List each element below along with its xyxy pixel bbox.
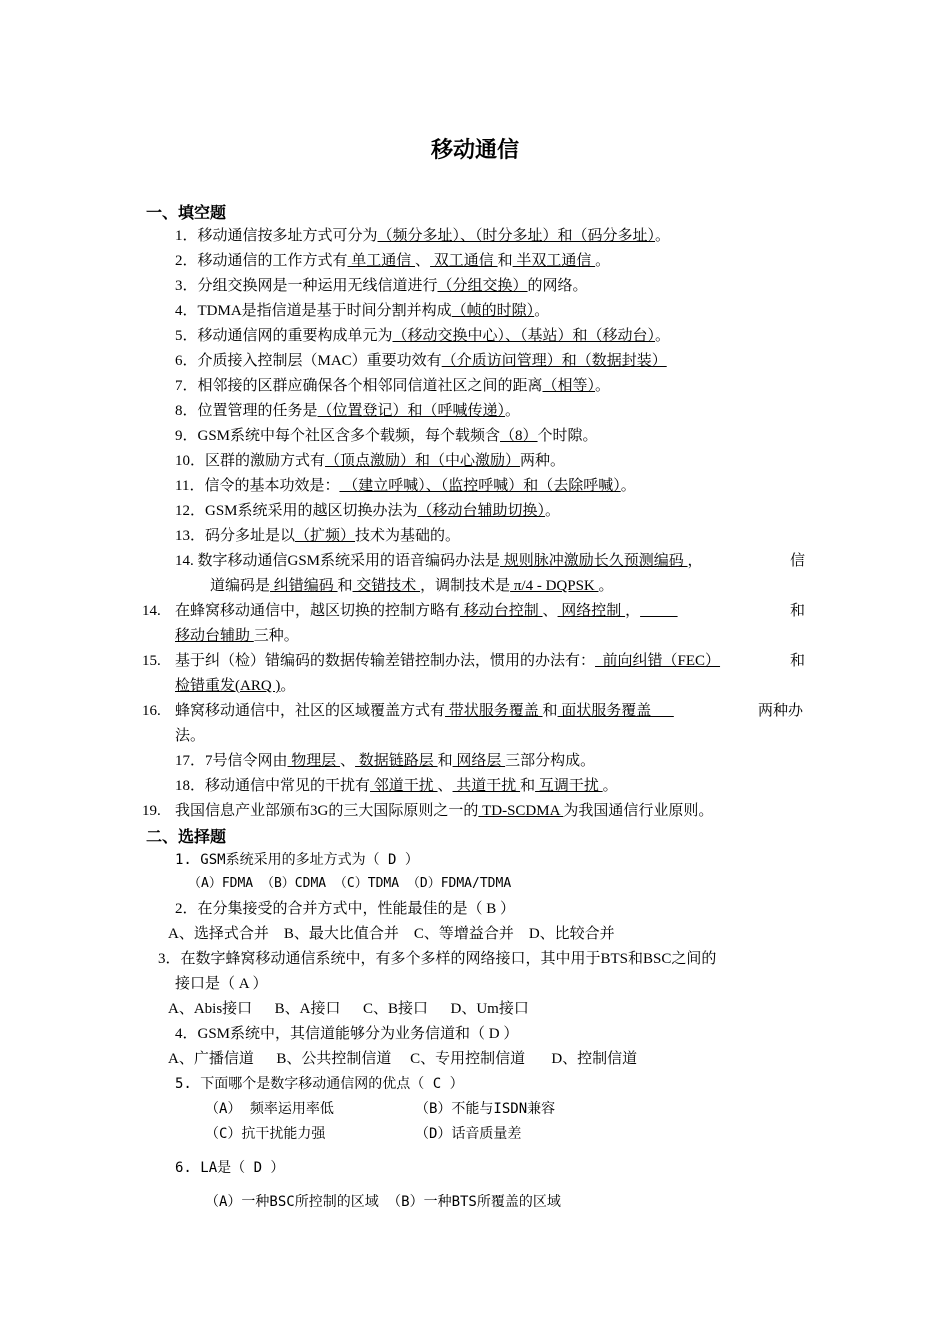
q12-text: 12．GSM系统采用的越区切换办法为 — [175, 503, 418, 519]
q15-answer-2: 检错重发(ARQ ) — [175, 678, 281, 694]
q4-answer: （帧的时隙） — [451, 303, 535, 319]
q2-text: 2．移动通信的工作方式有 — [175, 253, 348, 269]
fill-q16-wrap: 两种办 — [758, 703, 804, 719]
fill-q11 — [175, 476, 636, 496]
fill-q15-line2 — [175, 676, 295, 696]
q14b-comma: ， — [625, 603, 641, 619]
fill-q9 — [175, 426, 598, 446]
q18-text: 18．移动通信中常见的干扰有 — [175, 778, 371, 794]
q14b-blank — [640, 603, 678, 619]
q18-end: 。 — [602, 778, 618, 794]
section-fill-title: 一、填空题 — [146, 203, 227, 222]
q1-end: 。 — [655, 228, 671, 244]
choice-q2: 2．在分集接受的合并方式中，性能最佳的是（ B ） — [175, 901, 516, 917]
q1-answer: （频分多址）、（时分多址）和（码分多址） — [377, 228, 656, 244]
q6-answer: （介质访问管理）和（数据封装） — [441, 353, 667, 369]
choice-q3-line1: 3．在数字蜂窝移动通信系统中，有多个多样的网络接口，其中用于BTS和BSC之间的 — [158, 951, 717, 967]
choice-q4: 4．GSM系统中，其信道能够分为业务信道和（ D ） — [175, 1026, 519, 1042]
choice-q6: 6. LA是（ D ） — [175, 1160, 285, 1176]
q14a-and: 和 — [337, 578, 353, 594]
fill-q5 — [175, 326, 670, 346]
q14a-text: 14. 数字移动通信GSM系统采用的语音编码办法是 — [175, 553, 501, 569]
q17-answer-2: 数据链路层 — [355, 753, 438, 769]
q10-answer: （顶点激励）和（中心激励） — [325, 453, 521, 469]
choice-q5-option-c: （C）抗干扰能力强 — [205, 1126, 326, 1142]
q17-end: 三部分构成。 — [505, 753, 596, 769]
choice-q1: 1. GSM系统采用的多址方式为（ D ） — [175, 852, 419, 868]
q2-answer-2: 双工通信 — [430, 253, 498, 269]
section-choice-title: 二、选择题 — [146, 827, 227, 846]
q2-sep: 、 — [415, 253, 431, 269]
q11-text: 11．信令的基本功效是： — [175, 478, 340, 494]
fill-q2 — [175, 251, 610, 271]
choice-q5-option-a: （A） 频率运用率低 — [205, 1101, 334, 1117]
q13-end: 技术为基础的。 — [355, 528, 461, 544]
q13-answer: （扩频） — [295, 528, 356, 544]
q14b-answer-2: 网络控制 — [557, 603, 626, 619]
q4-text: 4．TDMA是指信道是基于时间分割并构成 — [175, 303, 452, 319]
q19-end: 为我国通信行业原则。 — [563, 803, 714, 819]
q2-answer-1: 单工通信 — [347, 253, 416, 269]
fill-q19 — [175, 801, 713, 821]
q17-and: 和 — [437, 753, 453, 769]
q6-text: 6．介质接入控制层（MAC）重要功效有 — [175, 353, 442, 369]
q14b-text: 在蜂窝移动通信中，越区切换的控制方略有 — [175, 603, 461, 619]
q5-answer: （移动交换中心）、（基站）和（移动台） — [392, 328, 656, 344]
q7-end: 。 — [595, 378, 611, 394]
fill-q4 — [175, 301, 549, 321]
fill-q10 — [175, 451, 565, 471]
fill-q17 — [175, 751, 595, 771]
q17-text: 17．7号信令网由 — [175, 753, 288, 769]
fill-q12 — [175, 501, 560, 521]
page-title: 移动通信 — [430, 138, 519, 163]
q8-end: 。 — [505, 403, 521, 419]
fill-q16-line2: 法。 — [175, 728, 206, 744]
fill-q1 — [175, 226, 670, 246]
q8-text: 8．位置管理的任务是 — [175, 403, 318, 419]
choice-q5-option-d: （D）话音质量差 — [415, 1126, 522, 1142]
q9-text: 9．GSM系统中每个社区含多个载频，每个载频含 — [175, 428, 501, 444]
fill-q14b-num: 14. — [142, 603, 161, 619]
q12-answer: （移动台辅助切换） — [417, 503, 546, 519]
choice-q6-options: （A）一种BSC所控制的区域 （B）一种BTS所覆盖的区域 — [205, 1194, 561, 1210]
choice-q3-options: A、Abis接口 B、A接口 C、B接口 D、Um接口 — [168, 1001, 529, 1017]
q12-end: 。 — [545, 503, 561, 519]
fill-q16-line1 — [175, 701, 674, 721]
choice-q5: 5. 下面哪个是数字移动通信网的优点（ C ） — [175, 1076, 464, 1092]
q11-answer: （建立呼喊）、（监控呼喊）和（去除呼喊） — [339, 478, 621, 494]
q17-sep: 、 — [340, 753, 356, 769]
fill-q18 — [175, 776, 618, 796]
q7-text: 7．相邻接的区群应确保各个相邻同信道社区之间的距离 — [175, 378, 543, 394]
q5-end: 。 — [655, 328, 671, 344]
q14a-answer-3: 交错技术 — [352, 578, 421, 594]
q14a-end: 。 — [598, 578, 614, 594]
q1-text: 1．移动通信按多址方式可分为 — [175, 228, 378, 244]
fill-q6 — [175, 351, 667, 371]
q3-text: 3．分组交换网是一种运用无线信道进行 — [175, 278, 438, 294]
q8-answer: （位置登记）和（呼喊传递） — [317, 403, 506, 419]
q18-answer-2: 共道干扰 — [452, 778, 521, 794]
q3-end: 的网络。 — [527, 278, 588, 294]
q14b-answer-1: 移动台控制 — [460, 603, 543, 619]
fill-q8 — [175, 401, 520, 421]
q16-text: 蜂窝移动通信中，社区的区域覆盖方式有 — [175, 703, 446, 719]
choice-q5-option-b: （B）不能与ISDN兼容 — [415, 1101, 556, 1117]
q18-and: 和 — [520, 778, 536, 794]
choice-q1-options: （A）FDMA （B）CDMA （C）TDMA （D）FDMA/TDMA — [188, 876, 512, 891]
fill-q14b-wrap: 和 — [790, 603, 806, 619]
q14b-sep: 、 — [542, 603, 558, 619]
q9-answer: （8） — [500, 428, 538, 444]
q18-answer-1: 邻道干扰 — [370, 778, 438, 794]
q10-text: 10．区群的激励方式有 — [175, 453, 326, 469]
q9-end: 个时隙。 — [537, 428, 598, 444]
fill-q14a-line1 — [175, 551, 703, 571]
q19-answer: TD-SCDMA — [478, 803, 564, 819]
q19-text: 我国信息产业部颁布3G的三大国际原则之一的 — [175, 803, 479, 819]
q14a-text-3: ，调制技术是 — [420, 578, 511, 594]
q16-answer-2: 面状服务覆盖 — [557, 703, 674, 719]
q18-answer-3: 互调干扰 — [535, 778, 603, 794]
q15-end: 。 — [280, 678, 296, 694]
q14a-answer-1: 规则脉冲激励长久预测编码 — [500, 553, 688, 569]
fill-q3 — [175, 276, 588, 296]
q14a-answer-4: π/4 - DQPSK — [510, 578, 599, 594]
q2-and: 和 — [497, 253, 513, 269]
fill-q14b-line1 — [175, 601, 678, 621]
q4-end: 。 — [534, 303, 550, 319]
q3-answer: （分组交换） — [437, 278, 528, 294]
q10-end: 两种。 — [520, 453, 566, 469]
q16-answer-1: 带状服务覆盖 — [445, 703, 543, 719]
fill-q13 — [175, 526, 460, 546]
q7-answer: （相等） — [542, 378, 596, 394]
q17-answer-3: 网络层 — [452, 753, 506, 769]
q14a-text-2: 道编码是 — [210, 578, 271, 594]
fill-q19-num: 19. — [142, 803, 161, 819]
q16-and: 和 — [542, 703, 558, 719]
fill-q14a-wrap: 信 — [790, 553, 806, 569]
q2-answer-3: 半双工通信 — [512, 253, 596, 269]
q11-end: 。 — [620, 478, 636, 494]
fill-q7 — [175, 376, 610, 396]
fill-q16-num: 16. — [142, 703, 161, 719]
fill-q14b-line2 — [175, 626, 299, 646]
q14b-end: 三种。 — [253, 628, 299, 644]
q14b-answer-3: 移动台辅助 — [175, 628, 254, 644]
q14a-comma: ， — [687, 553, 703, 569]
q14a-answer-2: 纠错编码 — [270, 578, 338, 594]
q13-text: 13．码分多址是以 — [175, 528, 296, 544]
fill-q15-wrap: 和 — [790, 653, 806, 669]
q15-answer-1: 前向纠错（FEC） — [595, 653, 721, 669]
fill-q14a-line2 — [210, 576, 614, 596]
fill-q15-num: 15. — [142, 653, 161, 669]
q15-text: 基于纠（检）错编码的数据传输差错控制办法，惯用的办法有： — [175, 653, 596, 669]
q2-end: 。 — [595, 253, 611, 269]
choice-q2-options: A、选择式合并 B、最大比值合并 C、等增益合并 D、比较合并 — [168, 926, 615, 942]
q5-text: 5．移动通信网的重要构成单元为 — [175, 328, 393, 344]
q17-answer-1: 物理层 — [287, 753, 341, 769]
fill-q15-line1 — [175, 651, 720, 671]
choice-q4-options: A、广播信道 B、公共控制信道 C、专用控制信道 D、控制信道 — [168, 1051, 638, 1067]
q18-sep: 、 — [437, 778, 453, 794]
choice-q3-line2: 接口是（ A ） — [175, 976, 268, 992]
